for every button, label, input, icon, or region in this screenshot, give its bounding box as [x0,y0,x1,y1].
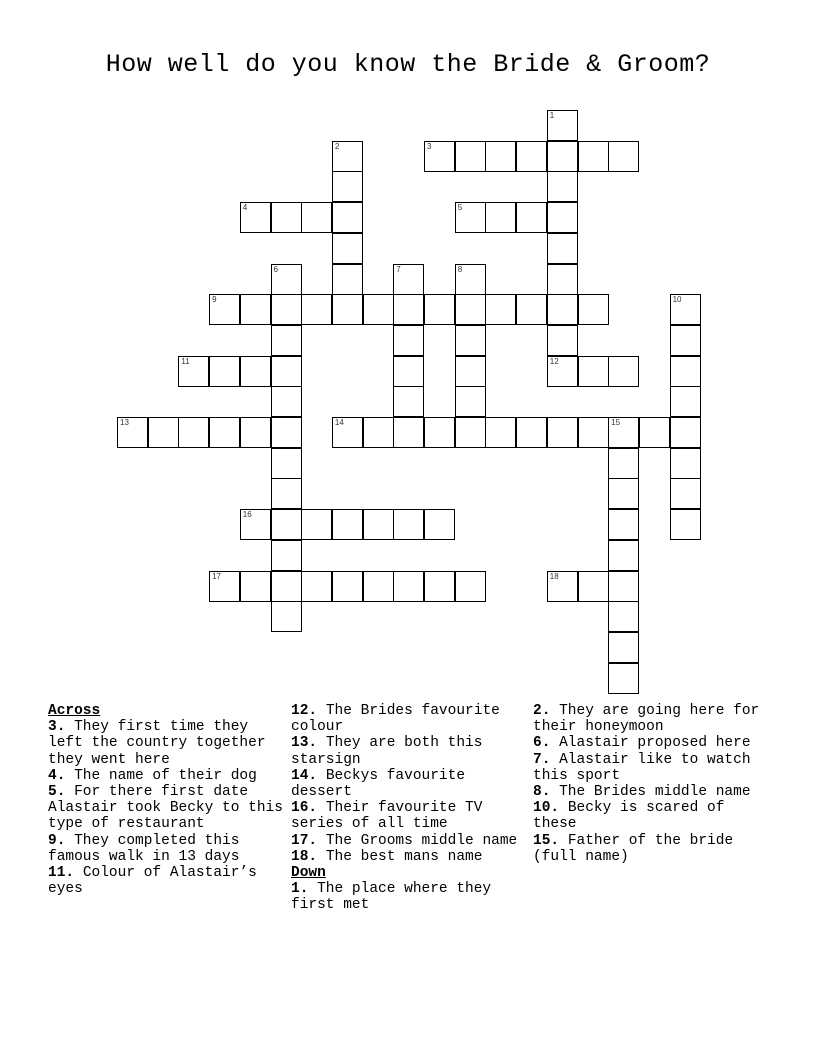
clue-number-label: 6 [273,264,278,274]
clue-number-label: 17 [212,571,221,581]
grid-cell[interactable] [363,294,394,325]
grid-cell[interactable] [455,202,486,233]
grid-cell[interactable] [178,356,209,387]
grid-cell[interactable] [608,540,639,571]
grid-cell[interactable] [301,202,332,233]
grid-cell[interactable] [332,264,363,295]
grid-cell[interactable] [332,417,363,448]
clues-column-1 [48,703,284,897]
grid-cell[interactable] [670,417,701,448]
grid-cell[interactable] [547,417,578,448]
grid-cell[interactable] [578,141,609,172]
clue-number-label: 11 [181,356,190,366]
grid-cell[interactable] [332,171,363,202]
grid-cell[interactable] [516,294,547,325]
clue-across-9: 9. They completed this famous walk in 13 days [48,832,240,865]
clue-across-4: 4. The name of their dog [48,767,257,784]
clue-number-label: 7 [396,264,401,274]
clue-number-label: 4 [242,203,248,213]
grid-cell[interactable] [455,141,486,172]
clue-number-label: 3 [427,141,432,151]
grid-cell[interactable] [578,356,609,387]
grid-cell[interactable] [271,571,302,602]
grid-cell[interactable] [485,294,516,325]
grid-cell[interactable] [547,325,578,356]
grid-cell[interactable] [547,294,578,325]
grid-cell[interactable] [455,356,486,387]
grid-cell[interactable] [271,417,302,448]
clue-down-15: 15. Father of the bride (full name) [533,832,734,865]
grid-cell[interactable] [608,356,639,387]
grid-cell[interactable] [608,417,639,448]
clue-number-label: 18 [549,571,559,581]
grid-cell[interactable] [639,417,670,448]
grid-cell[interactable] [393,264,424,295]
clue-across-11: 11. Colour of Alastair’s eyes [48,865,257,898]
grid-cell[interactable] [424,294,455,325]
grid-cell[interactable] [670,294,701,325]
grid-cell[interactable] [608,478,639,509]
grid-cell[interactable] [271,478,302,509]
grid-cell[interactable] [240,571,271,602]
grid-cell[interactable] [547,571,578,602]
grid-cell[interactable] [271,264,302,295]
grid-cell[interactable] [455,325,486,356]
clues-column-2 [291,703,527,914]
grid-cell[interactable] [240,417,271,448]
clues-column-3 [533,703,769,865]
grid-cell[interactable] [485,202,516,233]
grid-cell[interactable] [178,417,209,448]
down-heading: Down [291,865,326,882]
clue-number-label: 16 [242,510,252,520]
grid-cell[interactable] [301,509,332,540]
grid-cell[interactable] [209,356,240,387]
clue-across-12: 12. The Brides favourite colour [291,703,500,736]
grid-cell[interactable] [485,141,516,172]
grid-cell[interactable] [209,417,240,448]
grid-cell[interactable] [271,509,302,540]
grid-cell[interactable] [363,417,394,448]
grid-cell[interactable] [393,325,424,356]
grid-cell[interactable] [424,509,455,540]
clue-down-1: 1. The place where they first met [291,881,492,914]
grid-cell[interactable] [209,294,240,325]
grid-cell[interactable] [393,294,424,325]
grid-cell[interactable] [547,141,578,172]
clue-across-16: 16. Their favourite TV series of all time [291,800,483,833]
grid-cell[interactable] [608,663,639,694]
grid-cell[interactable] [393,386,424,417]
grid-cell[interactable] [455,571,486,602]
grid-cell[interactable] [393,509,424,540]
grid-cell[interactable] [271,294,302,325]
clue-number-label: 8 [457,264,463,274]
clue-across-14: 14. Beckys favourite dessert [291,767,466,801]
clue-down-8: 8. The Brides middle name [533,784,751,801]
grid-cell[interactable] [424,141,455,172]
clue-across-18: 18. The best mans name [291,848,483,865]
grid-cell[interactable] [301,294,332,325]
grid-cell[interactable] [608,601,639,632]
grid-cell[interactable] [332,294,363,325]
grid-cell[interactable] [547,171,578,202]
grid-cell[interactable] [301,571,332,602]
clue-down-10: 10. Becky is scared of these [533,800,725,833]
grid-cell[interactable] [240,509,271,540]
clue-number-label: 14 [334,418,344,427]
grid-cell[interactable] [271,448,302,479]
clue-number-label: 13 [120,418,129,427]
grid-cell[interactable] [424,417,455,448]
across-heading: Across [48,703,101,719]
clue-number-label: 5 [457,203,463,213]
grid-cell[interactable] [547,110,578,141]
grid-cell[interactable] [608,141,639,172]
grid-cell[interactable] [608,448,639,479]
clue-number-label: 15 [611,418,621,427]
grid-cell[interactable] [578,294,609,325]
clue-across-3: 3. They first time they left the country together they went here [48,719,266,768]
grid-cell[interactable] [670,478,701,509]
grid-cell[interactable] [393,356,424,387]
grid-cell[interactable] [485,417,516,448]
grid-cell[interactable] [393,571,424,602]
puzzle-title: How well do you know the Bride & Groom? [105,50,711,79]
grid-cell[interactable] [455,386,486,417]
grid-cell[interactable] [516,417,547,448]
grid-cell[interactable] [578,417,609,448]
grid-cell[interactable] [455,264,486,295]
grid-cell[interactable] [240,356,271,387]
grid-cell[interactable] [670,509,701,540]
grid-cell[interactable] [271,601,302,632]
grid-cell[interactable] [393,417,424,448]
clue-across-13: 13. They are both this starsign [291,735,483,768]
grid-cell[interactable] [271,386,302,417]
grid-cell[interactable] [209,571,240,602]
clue-down-6: 6. Alastair proposed here [533,735,751,752]
grid-cell[interactable] [670,386,701,417]
clue-down-2: 2. They are going here for their honeymoon [533,703,760,736]
grid-cell[interactable] [455,417,486,448]
grid-cell[interactable] [148,417,179,448]
clue-number-label: 2 [334,141,340,151]
grid-cell[interactable] [455,294,486,325]
grid-cell[interactable] [424,571,455,602]
grid-cell[interactable] [608,571,639,602]
clue-number-label: 1 [549,111,555,120]
grid-cell[interactable] [670,356,701,387]
clue-number-label: 12 [549,356,559,366]
grid-cell[interactable] [117,417,148,448]
grid-cell[interactable] [332,202,363,233]
grid-cell[interactable] [271,356,302,387]
clue-down-7: 7. Alastair like to watch this sport [533,751,751,784]
grid-cell[interactable] [547,264,578,295]
grid-cell[interactable] [332,233,363,264]
grid-cell[interactable] [332,509,363,540]
clue-across-5: 5. For there first date Alastair took Becky to this type of restaurant [48,784,283,833]
grid-cell[interactable] [578,571,609,602]
grid-cell[interactable] [271,325,302,356]
grid-cell[interactable] [670,448,701,479]
grid-cell[interactable] [516,202,547,233]
grid-cell[interactable] [547,233,578,264]
grid-cell[interactable] [608,509,639,540]
clue-number-label: 9 [212,295,217,305]
grid-cell[interactable] [240,202,271,233]
grid-cell[interactable] [608,632,639,663]
grid-cell[interactable] [271,202,302,233]
grid-cell[interactable] [332,141,363,172]
grid-cell[interactable] [516,141,547,172]
grid-cell[interactable] [363,571,394,602]
grid-cell[interactable] [363,509,394,540]
grid-cell[interactable] [670,325,701,356]
grid-cell[interactable] [332,571,363,602]
grid-cell[interactable] [271,540,302,571]
clue-number-label: 10 [672,295,682,305]
grid-cell[interactable] [547,356,578,387]
clue-across-17: 17. The Grooms middle name [291,832,518,849]
grid-cell[interactable] [240,294,271,325]
grid-cell[interactable] [547,202,578,233]
